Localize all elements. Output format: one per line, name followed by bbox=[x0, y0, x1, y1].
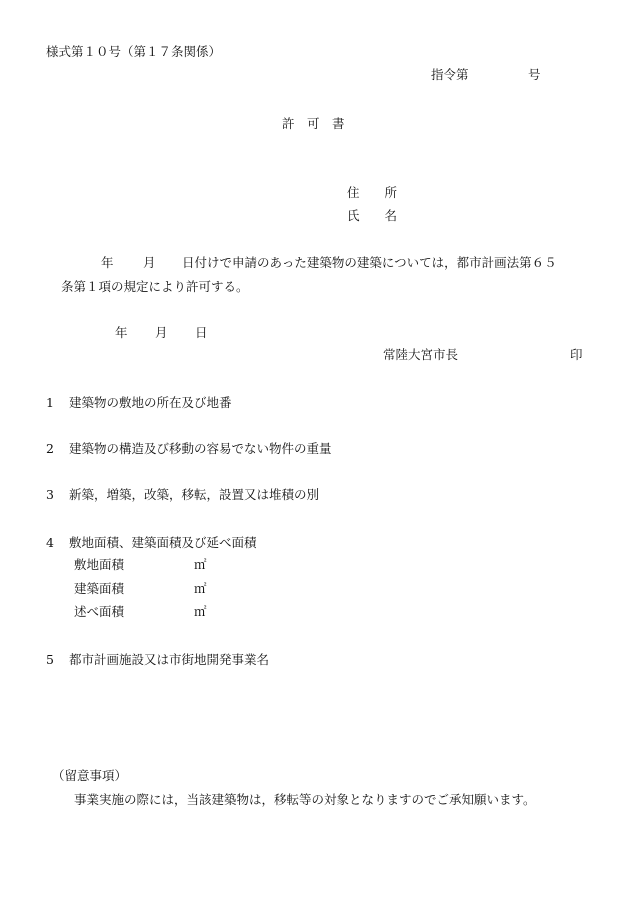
area-label-site: 敷地面積 bbox=[74, 557, 125, 572]
item-number: 3 bbox=[46, 487, 54, 502]
address-label: 住 所 bbox=[347, 185, 398, 200]
issue-day-label: 日 bbox=[195, 325, 208, 340]
area-unit: ㎡ bbox=[194, 604, 207, 619]
item-number: 1 bbox=[46, 395, 54, 410]
area-label-total-floor: 述べ面積 bbox=[74, 604, 125, 619]
form-number-label: 様式第１０号（第１７条関係） bbox=[46, 44, 222, 59]
body-month-label: 月 bbox=[143, 255, 156, 270]
notes-text: 事業実施の際には，当該建築物は，移転等の対象となりますのでご承知願います。 bbox=[74, 792, 536, 807]
item-label: 新築，増築，改築，移転，設置又は堆積の別 bbox=[69, 487, 320, 502]
seal-mark: 印 bbox=[570, 347, 583, 362]
order-number-prefix: 指令第 bbox=[431, 67, 469, 82]
body-text-line-1: 日付けで申請のあった建築物の建築については，都市計画法第６５ bbox=[182, 255, 557, 270]
issue-month-label: 月 bbox=[155, 325, 168, 340]
area-unit: ㎡ bbox=[194, 557, 207, 572]
issuer-name: 常陸大宮市長 bbox=[383, 347, 459, 362]
item-number: 2 bbox=[46, 441, 54, 456]
item-label: 都市計画施設又は市街地開発事業名 bbox=[69, 652, 270, 667]
issue-year-label: 年 bbox=[115, 325, 128, 340]
notes-heading: （留意事項） bbox=[52, 768, 128, 783]
item-label: 建築物の敷地の所在及び地番 bbox=[69, 395, 232, 410]
area-unit: ㎡ bbox=[194, 581, 207, 596]
item-number: 4 bbox=[46, 535, 54, 550]
item-number: 5 bbox=[46, 652, 54, 667]
order-number-suffix: 号 bbox=[528, 67, 541, 82]
area-label-building: 建築面積 bbox=[74, 581, 125, 596]
body-text-line-2: 条第１項の規定により許可する。 bbox=[61, 279, 249, 294]
body-year-label: 年 bbox=[101, 255, 114, 270]
name-label: 氏 名 bbox=[347, 208, 398, 223]
item-label: 建築物の構造及び移動の容易でない物件の重量 bbox=[69, 441, 332, 456]
item-label: 敷地面積、建築面積及び延べ面積 bbox=[69, 535, 257, 550]
document-title: 許 可 書 bbox=[282, 116, 345, 131]
